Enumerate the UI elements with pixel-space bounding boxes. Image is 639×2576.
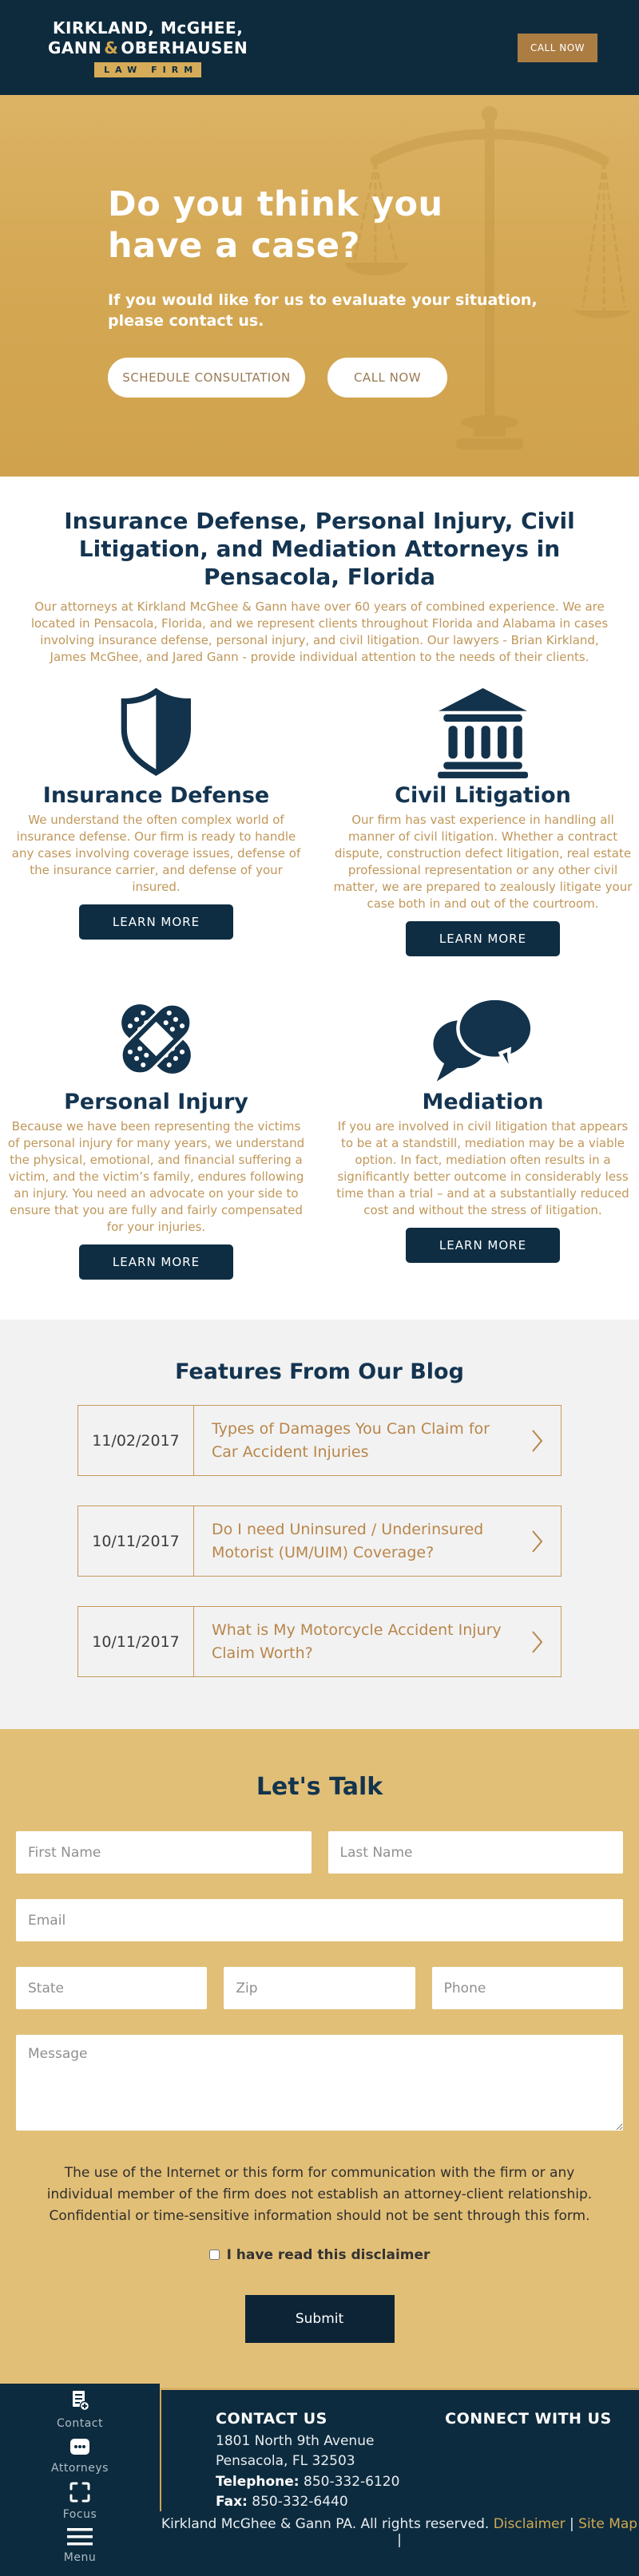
fax-label: Fax: (216, 2494, 248, 2511)
address-line-2: Pensacola, FL 32503 (216, 2453, 355, 2470)
intro-paragraph: Our attorneys at Kirkland McGhee & Gann have over 60 years of combined experience. We are located in Pensacola, Florida, and we represent clients throughout Florida and Alabama in cases involving insurance defense, personal injury, and civil litigation. Our lawyers - Brian Kirkland, James McGhee, and Jared Gann - provide individual attention to the needs of their clients. (30, 599, 609, 664)
address-line-1: 1801 North 9th Avenue (216, 2432, 375, 2449)
hero-call-now-button[interactable]: CALL NOW (327, 358, 447, 398)
service-title: Mediation (422, 1090, 544, 1114)
blog-list-item[interactable] (77, 1506, 562, 1577)
link-separator: | (570, 2515, 574, 2532)
fax-line (216, 2492, 434, 2513)
blog-post-title: What is My Motorcycle Accident Injury Claim Worth? (212, 1621, 502, 1662)
blog-post-date: 10/11/2017 (78, 1506, 194, 1576)
copyright-bar (160, 2511, 639, 2548)
service-description: We understand the often complex world of insurance defense. Our firm is ready to handle any cases involving coverage issues, defense of the insurance carrier, and defense of your insured. (11, 813, 301, 894)
telephone-label: Telephone: (216, 2473, 300, 2490)
telephone-line (216, 2472, 434, 2493)
sidebar-item-label: Contact (57, 2416, 103, 2430)
sidebar-item-label: Menu (63, 2550, 97, 2564)
email-field[interactable] (16, 1899, 623, 1941)
footer-columns (160, 2390, 639, 2511)
blog-list-item[interactable] (77, 1606, 562, 1677)
service-card-civil-litigation (333, 687, 633, 956)
learn-more-button-insurance-defense[interactable]: LEARN MORE (79, 904, 233, 940)
logo-name-gann: GANN (48, 38, 102, 57)
blog-section (0, 1320, 639, 1729)
hero-heading-line-2: have a case? (108, 225, 360, 266)
service-description: Our firm has vast experience in handling all manner of civil litigation. Whether a contract dispute, construction defect litigation, real estate professional representation or any other civil matter, we are prepared to zealously litigate your case both in and out of the courtroom. (333, 813, 633, 911)
service-title: Personal Injury (64, 1090, 248, 1114)
site-footer (0, 2388, 639, 2576)
contact-form-icon (69, 2389, 91, 2412)
services-grid (6, 687, 633, 1280)
practice-areas-section (0, 477, 639, 1320)
schedule-consultation-button[interactable]: SCHEDULE CONSULTATION (108, 358, 305, 398)
courthouse-icon (333, 687, 633, 782)
last-name-field[interactable] (328, 1831, 624, 1874)
hero-subtext: If you would like for us to evaluate your situation, please contact us. (108, 291, 538, 330)
logo-ampersand: & (104, 38, 119, 57)
sidebar-item-menu[interactable] (64, 2528, 96, 2564)
learn-more-button-personal-injury[interactable]: LEARN MORE (79, 1244, 233, 1280)
blog-heading: Features From Our Blog (175, 1359, 464, 1384)
law-firm-badge: LAW FIRM (94, 62, 201, 77)
shield-icon (6, 687, 306, 782)
submit-button[interactable]: Submit (245, 2295, 395, 2343)
site-map-link[interactable]: Site Map (578, 2515, 638, 2532)
chevron-right-icon (514, 1607, 561, 1676)
focus-viewfinder-icon (69, 2482, 90, 2503)
site-header (0, 0, 639, 95)
side-navigation-rail (0, 2384, 160, 2576)
disclaimer-checkbox-label: I have read this disclaimer (226, 2246, 431, 2263)
attorneys-ellipsis-icon (69, 2437, 91, 2456)
footer-connect-column (434, 2410, 623, 2511)
logo-line-2 (48, 38, 248, 58)
hero-banner (0, 95, 639, 477)
sidebar-item-label: Attorneys (51, 2461, 109, 2475)
disclaimer-checkbox-row (16, 2247, 623, 2263)
service-card-mediation (333, 993, 633, 1280)
telephone-number[interactable]: 850-332-6120 (304, 2473, 400, 2490)
contact-form-heading: Let's Talk (256, 1773, 383, 1801)
menu-hamburger-icon (67, 2528, 93, 2546)
footer-contact-column (161, 2410, 434, 2511)
hero-heading (108, 184, 607, 267)
blog-post-date: 10/11/2017 (78, 1607, 194, 1676)
firm-logo[interactable] (48, 18, 248, 77)
header-call-now-button[interactable]: CALL NOW (518, 34, 597, 62)
learn-more-button-civil-litigation[interactable]: LEARN MORE (406, 921, 560, 956)
phone-field[interactable] (432, 1967, 623, 2009)
page-title: Insurance Defense, Personal Injury, Civil Litigation, and Mediation Attorneys in Pensacola, Florida (64, 508, 575, 590)
logo-line-1: KIRKLAND, McGHEE, (53, 18, 244, 38)
service-description: If you are involved in civil litigation that appears to be at a standstill, mediation may be a viable option. In fact, mediation often results in a significantly better outcome in considerably less time than a trial – and at a substantially reduced cost and without the stress of litigation. (336, 1119, 629, 1217)
contact-form-section (0, 1729, 639, 2388)
zip-field[interactable] (224, 1967, 415, 2009)
service-card-insurance-defense (6, 687, 306, 956)
sidebar-item-label: Focus (62, 2507, 97, 2521)
sidebar-item-focus[interactable] (63, 2482, 97, 2521)
blog-post-date: 11/02/2017 (78, 1406, 194, 1475)
message-field[interactable] (16, 2035, 623, 2131)
logo-name-oberhausen: OBERHAUSEN (121, 38, 248, 57)
service-description: Because we have been representing the victims of personal injury for many years, we understand the physical, emotional, and financial suffering a victim, and the victim’s family, endures following an injury. You need an advocate on your side to ensure that you are fully and fairly compensated for your injuries. (7, 1119, 305, 1234)
blog-post-title: Do I need Uninsured / Underinsured Motorist (UM/UIM) Coverage? (212, 1521, 484, 1561)
disclaimer-link[interactable]: Disclaimer (493, 2515, 566, 2532)
sidebar-item-contact[interactable] (57, 2389, 103, 2430)
speech-bubbles-icon (333, 993, 633, 1088)
blog-list-item[interactable] (77, 1405, 562, 1476)
chevron-right-icon (514, 1406, 561, 1475)
link-separator: | (397, 2531, 402, 2548)
hero-content (0, 95, 639, 398)
service-title: Civil Litigation (395, 783, 571, 808)
connect-with-us-heading: CONNECT WITH US (445, 2409, 612, 2428)
chevron-right-icon (514, 1506, 561, 1576)
service-title: Insurance Defense (42, 783, 270, 808)
bandage-icon (6, 993, 306, 1088)
service-card-personal-injury (6, 993, 306, 1280)
fax-number: 850-332-6440 (252, 2494, 348, 2511)
blog-post-title: Types of Damages You Can Claim for Car Accident Injuries (212, 1420, 490, 1461)
first-name-field[interactable] (16, 1831, 312, 1874)
hero-heading-line-1: Do you think you (108, 184, 443, 224)
sidebar-item-attorneys[interactable] (51, 2437, 109, 2475)
hero-buttons (108, 358, 607, 398)
contact-us-heading: CONTACT US (216, 2409, 327, 2428)
form-disclaimer-text: The use of the Internet or this form for communication with the firm or any individual member of the firm does not establish an attorney-client relationship. Confidential or time-sensitive information should not be sent through this form. (46, 2165, 593, 2225)
copyright-text: Kirkland McGhee & Gann PA. All rights reserved. (161, 2515, 490, 2532)
disclaimer-checkbox[interactable] (209, 2250, 220, 2260)
learn-more-button-mediation[interactable]: LEARN MORE (406, 1228, 560, 1263)
state-field[interactable] (16, 1967, 207, 2009)
